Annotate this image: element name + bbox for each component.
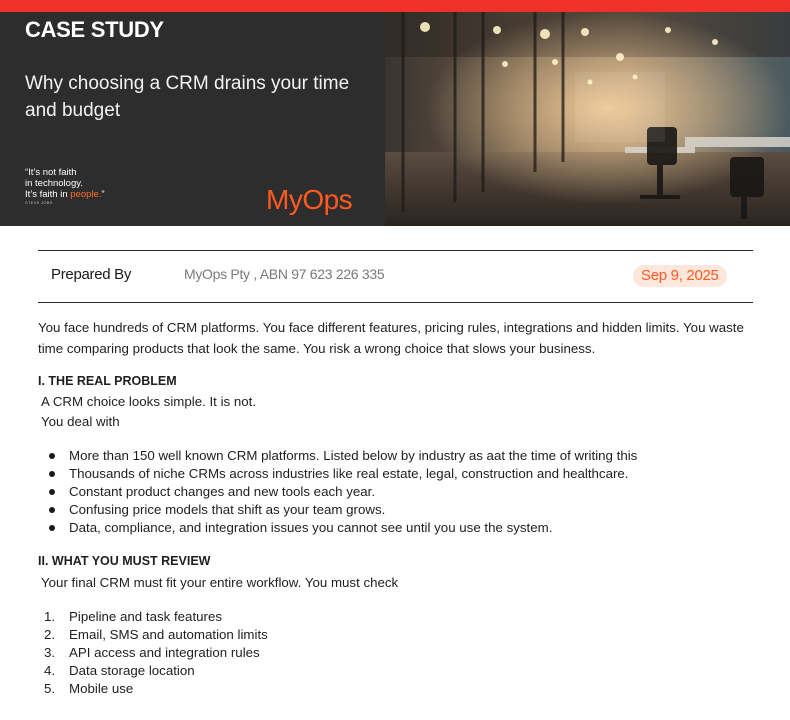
section-2-heading: II. WHAT YOU MUST REVIEW <box>38 554 211 568</box>
case-study-badge: CASE STUDY <box>25 17 164 42</box>
quote-line-2: in technology. <box>25 178 83 189</box>
problem-bullet-list <box>38 447 753 537</box>
list-item: 2. Email, SMS and automation limits <box>44 627 268 642</box>
list-item: Thousands of niche CRMs across industries like real estate, legal, construction and healthcare. <box>38 465 753 483</box>
bullet-icon <box>49 489 55 495</box>
list-item: 5. Mobile use <box>44 681 134 696</box>
list-item: 1. Pipeline and task features <box>44 609 223 624</box>
section-1-lead-1: A CRM choice looks simple. It is not. <box>41 394 257 409</box>
prepared-by-label: Prepared By <box>51 266 132 283</box>
intro-paragraph: You face hundreds of CRM platforms. You face different features, pricing rules, integrations and hidden limits. You waste time comparing products that look the same. You risk a wrong choice that slows your business. <box>38 320 744 356</box>
organization-name: MyOps Pty , ABN 97 623 226 335 <box>184 266 385 282</box>
list-item: 3. API access and integration rules <box>44 645 260 660</box>
date-badge: Sep 9, 2025 <box>633 265 727 287</box>
list-item: 4. Data storage location <box>44 663 195 678</box>
document-title: Why choosing a CRM drains your time and budget <box>25 73 350 121</box>
section-1-lead-2: You deal with <box>41 414 120 429</box>
myops-logo: MyOps <box>266 184 353 215</box>
list-item: Data, compliance, and integration issues you cannot see until you use the system. <box>38 519 753 537</box>
list-item: Confusing price models that shift as your team grows. <box>38 501 753 519</box>
top-accent-bar <box>0 0 790 12</box>
section-2-lead: Your final CRM must fit your entire workflow. You must check <box>41 575 399 590</box>
quote-line-3: It’s faith in people.” <box>25 189 105 200</box>
office-photo-image <box>385 12 790 226</box>
section-1-heading: I. THE REAL PROBLEM <box>38 374 177 388</box>
quote-accent-word: people. <box>70 189 102 200</box>
hero-text-panel <box>0 12 385 226</box>
quote-block <box>25 167 105 206</box>
list-item: More than 150 well known CRM platforms. Listed below by industry as aat the time of writing this <box>38 447 753 465</box>
hero-banner <box>0 12 790 226</box>
bullet-icon <box>49 471 55 477</box>
quote-line-1: “It’s not faith <box>25 167 77 178</box>
divider-top <box>38 250 753 251</box>
bullet-icon <box>49 453 55 459</box>
document-body <box>38 318 753 698</box>
bullet-icon <box>49 507 55 513</box>
review-numbered-list <box>38 608 753 698</box>
divider-bottom <box>38 302 753 303</box>
list-item: Constant product changes and new tools each year. <box>38 483 753 501</box>
office-photo <box>385 12 790 226</box>
bullet-icon <box>49 525 55 531</box>
quote-author: STEVE JOBS <box>25 200 53 205</box>
